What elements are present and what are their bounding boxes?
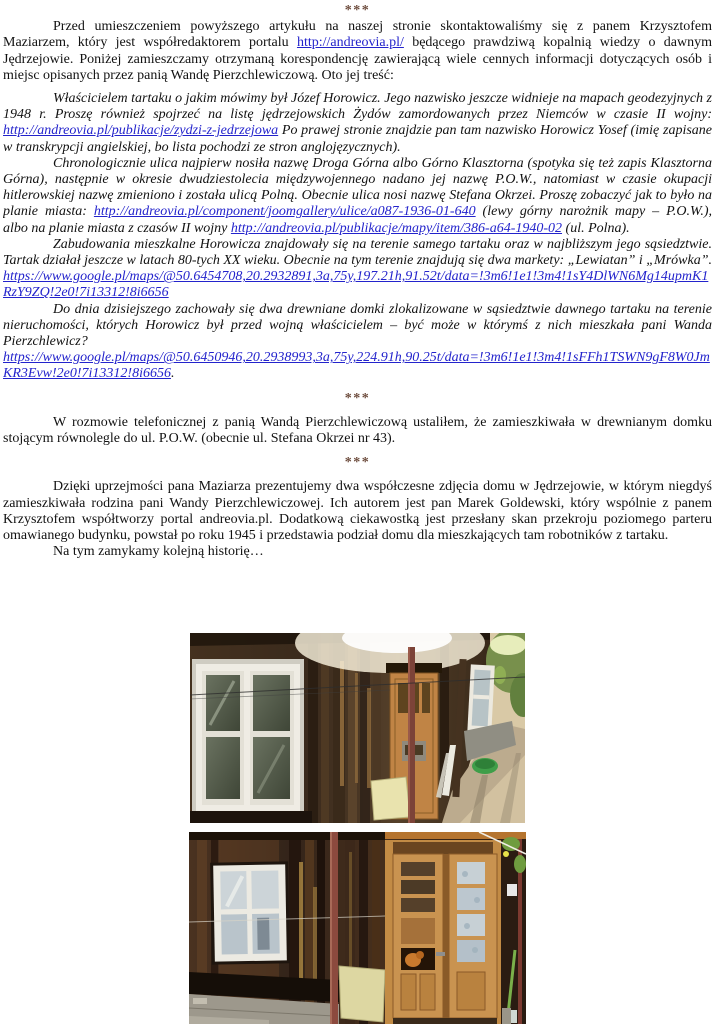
photo2-top-strip — [189, 832, 385, 840]
photo2-doorbell-box — [507, 884, 517, 896]
photos-intro-text: Dzięki uprzejmości pana Maziarza prezentujemy dwa współczesne zdjęcia domu w Jędrzejowie, w którym niegdyś zamieszkiwała rodzina pani Wandy Pierzchlewiczowej. Ich autorem jest pan Marek Goldewski, który wspólnie z panem Krzysztofem współtworzy portal andreovia.pl. Dodatkową ciekawostką jest przesłany skan przekroju poziomego parteru omawianego budynku, powstał po roku 1945 i przedstawia podział domu dla mieszkających tam robotników z tartaku. — [3, 479, 712, 544]
section-separator-top: *** — [344, 3, 371, 18]
photo-figure-1 — [3, 633, 712, 823]
photo2-door-handle — [436, 952, 445, 956]
link-plan-miasta-1936[interactable]: http://andreovia.pl/component/joomgallery/ulice/a087-1936-01-640 — [93, 204, 476, 220]
closing-line — [3, 544, 712, 560]
letter-p4-text: Do dnia dzisiejszego zachowały się dwa drewniane domki zlokalizowane w sąsiedztwie dawnego tartaku na terenie nieruchomości, których Horowicz był przed wojną właścicielem – być może w którymś z nich mieszkała pani Wanda Pierzchlewicz? — [3, 301, 712, 350]
photo1-red-pole-highlight — [408, 647, 410, 823]
photo2-window — [210, 861, 290, 964]
photo1-yellow-board — [371, 777, 410, 820]
photos-intro-paragraph — [3, 479, 712, 544]
photo2-broom-head — [502, 1008, 511, 1024]
photo-house-2 — [189, 832, 526, 1024]
article-text — [3, 3, 712, 624]
maps-link-paragraph-2 — [3, 350, 712, 382]
phone-call-paragraph — [3, 415, 712, 447]
photo1-window-right — [467, 664, 494, 731]
letter-p2-text-1: Chronologicznie ulica najpierw nosiła nazwę Droga Górna albo Górno Klasztorna (spotyka się też zapis Klasztorna Górna), następnie w okresie dwudziestolecia międzywojennego nadano jej nazwę P.O.W., natomiast w czasie okupacji hitlerowskiej nazwę zmieniono i została ulicą Polną. Obecnie ulica nosi nazwę Stefana Okrzei. Proszę zobaczyć jak to było na planie miasta: — [3, 155, 712, 220]
photo2-right-wall — [501, 837, 526, 1024]
intro-text-2: będącego prawdziwą kopalnią wiedzy o dawnym Jędrzejowie. Poniżej zamieszczamy otrzymaną korespondencję zawierającą wiele cennych informacji dotyczących osób i miejsc opisanych przez panią Wandę Pierzchlewiczową. Oto jej treść: — [3, 35, 712, 83]
photo1-window-left — [192, 659, 304, 815]
maps-link-paragraph-1 — [3, 269, 712, 301]
section-separator-middle-1: *** — [344, 390, 371, 406]
intro-text-1: Przed umieszczeniem powyższego artykułu na naszej stronie skontaktowaliśmy się z panem Krzysztofem Maziarzem, który jest współredaktorem portalu — [3, 19, 712, 51]
photo1-green-basin — [472, 758, 498, 774]
letter-p2-text-3: (ul. Polna). — [562, 220, 630, 236]
photo2-yellow-board — [339, 966, 385, 1022]
letter-paragraph-1 — [3, 91, 712, 156]
link-zydzi-z-jedrzejowa[interactable]: http://andreovia.pl/publikacje/zydzi-z-jedrzejowa — [3, 123, 279, 139]
intro-paragraph — [3, 19, 712, 84]
photo-house-1 — [190, 633, 525, 823]
photo2-door — [385, 840, 501, 1024]
closing-text: Na tym zamykamy kolejną historię… — [53, 544, 264, 560]
photo2-bottle — [511, 1010, 517, 1023]
photo2-orange-lintel — [385, 832, 526, 839]
letter-paragraph-2 — [3, 156, 712, 237]
letter-p3-text: Zabudowania mieszkalne Horowicza znajdowały się na terenie samego tartaku oraz w najbliższym jego sąsiedztwie. Tartak działał jeszcze w latach 80-tych XX wieku. Obecnie na tym terenie znajdują się dwa markety: „Lewiatan” i „Mrówka”. — [3, 236, 712, 269]
phone-call-text: W rozmowie telefonicznej z panią Wandą Pierzchlewiczową ustaliłem, że zamieszkiwała w drewnianym domku stojącym równolegle do ul. P.O.W. (obecnie ul. Stefana Okrzei nr 43). — [3, 414, 712, 447]
letter-p1-text-1: Właścicielem tartaku o jakim mówimy był Józef Horowicz. Jego nazwisko jeszcze widnieje na mapach geodezyjnych z 1948 r. Proszę również spojrzeć na listę jędrzejowskich Żydów zamordowanych przez Niemców w czasie II wojny: — [3, 91, 712, 123]
section-separator-middle-2: *** — [344, 455, 371, 471]
maps-link-2-suffix: . — [170, 366, 175, 382]
photo2-red-pole-highlight — [330, 832, 332, 1024]
letter-p2-text-2: (lewy górny narożnik mapy – P.O.W.), albo na planie miasta z czasów II wojny — [3, 204, 712, 236]
photo-figure-2 — [3, 832, 712, 1024]
link-google-maps-2[interactable]: https://www.google.pl/maps/@50.6450946,20.2938993,3a,75y,224.91h,90.25t/data=!3m6!1e1!3m4!1sFFh1TSWN9gF8W0JmKR3Evw!2e0!7i13312!8i6656 — [3, 350, 710, 382]
link-plan-miasta-1940[interactable]: http://andreovia.pl/publikacje/mapy/item/386-a64-1940-02 — [230, 220, 563, 236]
link-andreovia-home[interactable]: http://andreovia.pl/ — [296, 35, 404, 51]
link-google-maps-1[interactable]: https://www.google.pl/maps/@50.6454708,20.2932891,3a,75y,197.21h,91.52t/data=!3m6!1e1!3m4!1sY4DlWN6Mg14upmK1RzY9ZQ!2e0!7i13312!8i6656 — [3, 269, 709, 301]
photo2-yellow-leaf — [503, 851, 509, 857]
letter-p1-text-2: Po prawej stronie znajdzie pan tam nazwisko Horowicz Yosef (imię zapisane w transkrypcji angielskiej, bo lista pochodzi ze stron anglojęzycznych). — [3, 123, 712, 155]
photo1-base-shadow — [190, 811, 312, 823]
letter-paragraph-4 — [3, 302, 712, 351]
letter-paragraph-3 — [3, 237, 712, 269]
